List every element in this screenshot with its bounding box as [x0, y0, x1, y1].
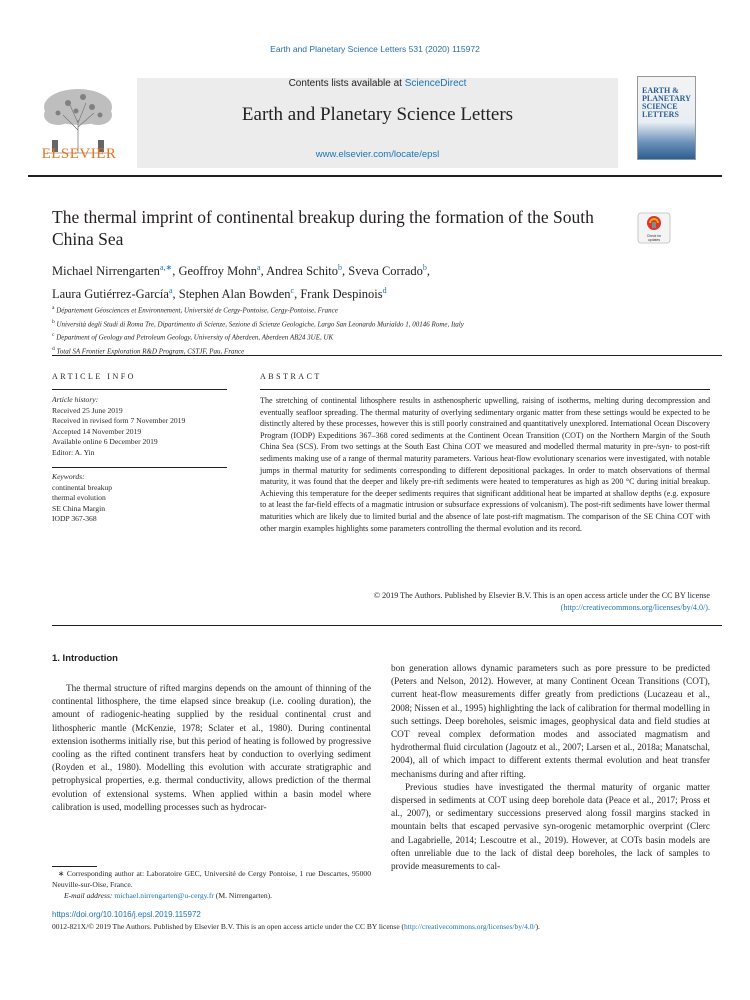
svg-text:Check for: Check for [646, 234, 662, 238]
email-link[interactable]: michael.nirrengarten@u-cergy.fr [114, 891, 214, 900]
journal-reference[interactable]: Earth and Planetary Science Letters 531 (2020) 115972 [270, 44, 480, 54]
author-separator: , [294, 287, 301, 302]
affiliation-mark: b [52, 318, 55, 325]
email-label: E-mail address: [64, 891, 115, 900]
affiliation-text: Università degli Studi di Roma Tre, Dipartimento di Scienze, Sezione di Scienze Geologiche, Largo San Leonardo Murialdo 1, 00146 Rome, Italy [56, 319, 464, 328]
journal-title: Earth and Planetary Science Letters [241, 104, 514, 125]
affiliation [52, 330, 712, 344]
affiliation-list [52, 303, 712, 357]
email-suffix: (M. Nirrengarten). [213, 891, 273, 900]
article-info-heading: ARTICLE INFO [52, 372, 136, 381]
author[interactable]: Stephen Alan Bowden [178, 287, 291, 302]
author[interactable]: Sveva Corrado [348, 264, 423, 279]
abstract-heading: ABSTRACT [260, 372, 322, 381]
author-separator: , [260, 264, 267, 279]
keyword: continental breakup [52, 482, 113, 492]
footnote-mark: ∗ [58, 869, 65, 878]
article-title: The thermal imprint of continental breakup during the formation of the South China Sea [52, 207, 594, 249]
footnote-rule [52, 866, 97, 867]
author-affiliation-mark[interactable]: d [382, 286, 387, 296]
abstract-rule [260, 389, 710, 390]
title-rule [52, 355, 722, 356]
intro-left-column: The thermal structure of rifted margins depends on the amount of thinning of the continental lithosphere, the time elapsed since breakup (i.e. cooling duration), the amount of radiogenic-heating supplied by the residual continental crust and lithospheric mantle (McKenzie, 1978; Sclater et al., 1980). During continental extension isotherms initially rise, but this period of heating is followed by progressive cooling as the rifted continent transfers heat by conduction to overlying sediment (Royden et al., 1980). Modelling this evolution with accurate stratigraphic and petrophysical properties, e.g. thermal conductivity, allows prediction of the thermal evolution of extensional systems. When applied within a basin model where calibration is used, modelling processes such as hydrocar- [52, 684, 371, 813]
abstract-text: The stretching of continental lithosphere results in asthenospheric upwelling, raising of isotherms, melting during decompression and eventually seafloor spreading. The thermal maturity of overlying sedimentary organic matter from these settings would be expected to be distinctly altered by these processes, however this is still poorly constrained and quantitatively unexplored. International Ocean Discovery Program (IODP) Expeditions 367–368 cored sediments at the Continent Ocean Transition (COT) on the Northern Margin of the South China Sea (SCS). From two settings at the South East China COT we measured and modelled thermal maturity in pre-/syn- to post-rift sediments making use of a range of thermal maturity parameters. Various heat-flow evolutionary scenarios were investigated, with notable jumps in thermal maturity for sediments corresponding to different depositional packages. In order to match observations of thermal maturity, it was found that the deeper and likely pre-rift sediments were heated to temperatures as high as 200 °C during initial breakup. Achieving this temperature for the deeper sediments requires that significant additional heat be imparted at shallow depths (e.g. exposure to at least the far-field effects of a magmatic intrusion or subsurface expressions of volcanism). The post-rift sediments have lower thermal maturities which are likely due to limited burial and the absence of late post-rift magmatism. The comparison of the SE China COT with other margin examples highlights some parameters controlling the thermal evolution and its record. [260, 396, 710, 533]
affiliation-mark: c [52, 332, 55, 339]
intro-right-column [391, 663, 710, 874]
author-separator: , [426, 264, 431, 279]
author-separator: , [172, 264, 179, 279]
license-line-suffix: ). [535, 922, 540, 931]
article-history [52, 395, 232, 459]
license-line-link[interactable]: http://creativecommons.org/licenses/by/4.0/ [404, 922, 536, 931]
affiliation-mark: d [52, 345, 55, 352]
affiliation-text: Total SA Frontier Exploration R&D Program, CSTJF, Pau, France [56, 346, 245, 355]
intro-paragraph: bon generation allows dynamic parameters such as pore pressure to be predicted (Peters and Nelson, 2012). However, at many Continent Ocean Transitions (COT), current heat-flow measurements differ greatly from predictions (Lucazeau et al., 2008; Nissen et al., 1995) highlighting the lack of calibration for thermal modelling in such settings. Deep boreholes, seismic images, geophysical data and field studies at COT reveal complex deformation modes and associated magmatism and hydrothermal fluid circulation (Jagoutz et al., 2007; Larsen et al., 2018a; Manatschal, 2004), all of which impact to different extents thermal evolution and heat transfer mechanisms during and after rifting. [391, 664, 710, 780]
affiliation [52, 303, 712, 317]
header-rule [28, 175, 722, 177]
article-info-rule [52, 389, 227, 390]
author-separator: , [172, 287, 179, 302]
affiliation [52, 317, 712, 331]
intro-paragraph: Previous studies have investigated the thermal maturity of organic matter dispersed in sediments at COT using deep borehole data (Peace et al., 2017; Pross et al., 2007), or sedimentary successions preserved along fossil margins stacked in mountain belts that escaped pervasive syn-orogenic metamorphic overprint (Clerc and Lagabrielle, 2014; Lescoutre et al., 2019). However, at COTs basin models are often unreliable due to the lack of distal deep boreholes, the lack of samples to provide measurements to cal- [391, 782, 710, 873]
journal-cover-image[interactable] [637, 76, 696, 160]
keyword: SE China Margin [52, 503, 106, 513]
keyword: thermal evolution [52, 493, 106, 503]
affiliation-text: Department of Geology and Petroleum Geology, University of Aberdeen, Aberdeen AB24 3UE, UK [56, 333, 334, 342]
license-line [52, 922, 732, 931]
corresponding-author: Corresponding author at: Laboratoire GEC, Université de Cergy Pontoise, 1 rue Descartes, 95000 Neuville-sur-Oise, France. [52, 869, 371, 889]
history-item: Received 25 June 2019 [52, 405, 123, 415]
history-item: Received in revised form 7 November 2019 [52, 416, 186, 426]
author-affiliation-mark[interactable]: a [257, 263, 261, 272]
history-item: Accepted 14 November 2019 [52, 426, 142, 436]
author[interactable]: Frank Despinois [300, 287, 383, 302]
license-line-prefix: 0012-821X/© 2019 The Authors. Published by Elsevier B.V. This is an open access article under the CC BY license ( [52, 922, 405, 931]
footnote [52, 868, 371, 901]
cover-title: EARTH & PLANETARY SCIENCE LETTERS [642, 86, 691, 119]
copyright-notice [260, 590, 710, 613]
keywords-rule [52, 467, 227, 468]
author[interactable]: Andrea Schito [266, 264, 339, 279]
copyright-text: © 2019 The Authors. Published by Elsevier B.V. This is an open access article under the CC BY license [373, 591, 710, 600]
check-for-updates-icon[interactable] [637, 212, 671, 244]
license-link[interactable]: (http://creativecommons.org/licenses/by/4.0/). [560, 602, 710, 612]
history-label: Article history: [52, 395, 99, 404]
contents-line [137, 78, 618, 89]
author[interactable]: Michael Nirrengarten [52, 264, 160, 279]
elsevier-wordmark: ELSEVIER [41, 146, 117, 162]
keyword: IODP 367-368 [52, 514, 97, 524]
contents-prefix: Contents lists available at [288, 78, 405, 89]
author-affiliation-mark[interactable]: a [168, 286, 173, 296]
author-affiliation-mark[interactable]: c [290, 286, 295, 296]
author-list [52, 258, 652, 304]
history-item: Editor: A. Yin [52, 447, 95, 457]
affiliation-text: Département Géosciences et Environnement, Université de Cergy-Pontoise, Cergy-Pontoise, France [56, 306, 338, 315]
sciencedirect-link[interactable]: ScienceDirect [404, 78, 467, 89]
svg-text:updates: updates [647, 238, 661, 242]
author[interactable]: Laura Gutiérrez-García [52, 287, 169, 302]
author-separator: , [342, 264, 349, 279]
abstract-end-rule [52, 625, 722, 626]
journal-url-link[interactable]: www.elsevier.com/locate/epsl [315, 149, 440, 160]
keywords-label: Keywords: [52, 472, 85, 481]
keywords-block [52, 472, 232, 525]
author-affiliation-mark[interactable]: b [422, 263, 427, 272]
author-affiliation-mark[interactable]: b [338, 263, 343, 272]
section-heading-introduction: 1. Introduction [52, 653, 118, 664]
author[interactable]: Geoffroy Mohn [178, 264, 258, 279]
author-affiliation-mark[interactable]: a,∗ [159, 263, 173, 272]
history-item: Available online 6 December 2019 [52, 437, 158, 447]
doi-link[interactable]: https://doi.org/10.1016/j.epsl.2019.115972 [52, 910, 201, 919]
affiliation-mark: a [52, 305, 55, 311]
